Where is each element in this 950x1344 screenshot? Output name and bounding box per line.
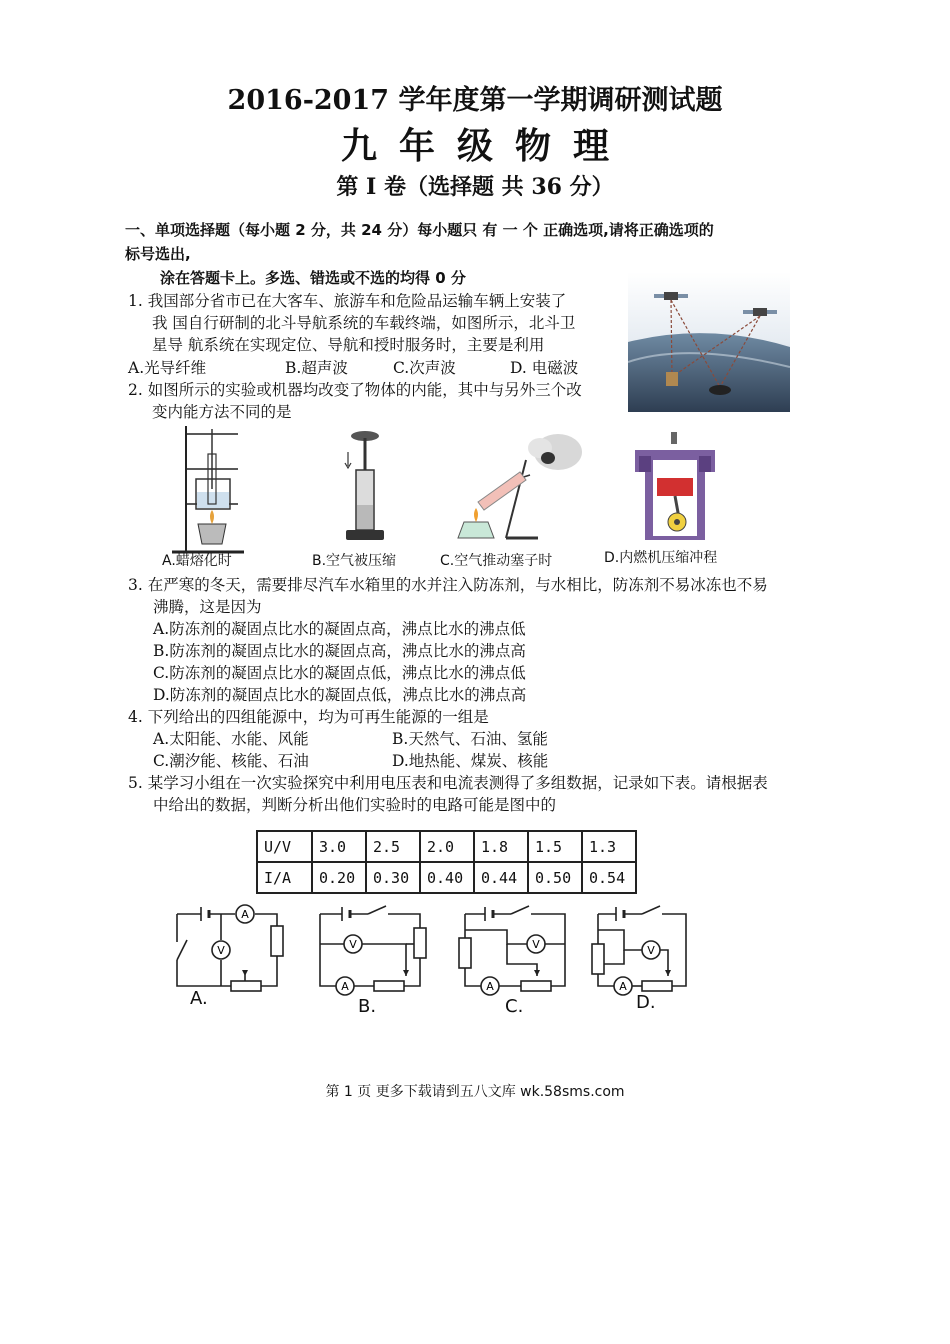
q3-line1: 3. 在严寒的冬天，需要排尽汽车水箱里的水并注入防冻剂，与水相比，防冻剂不易冰冻也不易	[128, 576, 768, 594]
volume-title: 第 I 卷（选择题 共 36 分）	[336, 174, 614, 200]
q1-option-c: C.次声波	[393, 359, 456, 377]
circuit-b	[312, 904, 442, 1014]
q1-line1: 1. 我国部分省市已在大客车、旅游车和危险品运输车辆上安装了	[128, 292, 567, 310]
measurement-table	[256, 830, 637, 894]
car-icon	[709, 385, 731, 395]
table-cell: 1.3	[582, 831, 636, 862]
q4-option-a: A.太阳能、水能、风能	[153, 730, 309, 748]
q1-line2: 我 国自行研制的北斗导航系统的车载终端，如图所示，北斗卫	[152, 314, 576, 332]
circuit-a	[165, 904, 295, 1014]
circuit-label-c: C.	[505, 996, 524, 1017]
q4-line1: 4. 下列给出的四组能源中，均为可再生能源的一组是	[128, 708, 489, 726]
table-cell: 0.40	[420, 862, 474, 893]
table-cell: 2.0	[420, 831, 474, 862]
table-cell: 0.30	[366, 862, 420, 893]
steam-pushing-cork-apparatus	[448, 430, 583, 545]
q4-option-b: B.天然气、石油、氢能	[392, 730, 548, 748]
table-cell: 2.5	[366, 831, 420, 862]
ammeter-symbol: A	[341, 980, 349, 993]
section-instruction-line1: 一、单项选择题（每小题 2 分，共 24 分）每小题只 有 一 个 正确选项,请将正确选项的	[125, 221, 714, 239]
q2-line2: 变内能方法不同的是	[152, 403, 292, 421]
subject-title: 九年级物理	[340, 125, 631, 167]
q3-option-b: B.防冻剂的凝固点比水的凝固点高，沸点比水的沸点高	[153, 642, 526, 660]
q2-line1: 2. 如图所示的实验或机器均改变了物体的内能，其中与另外三个改	[128, 381, 582, 399]
wax-melting-apparatus	[168, 424, 248, 554]
table-header-voltage: U/V	[257, 831, 312, 862]
q5-line1: 5. 某学习小组在一次实验探究中利用电压表和电流表测得了多组数据，记录如下表。请根据表	[128, 774, 768, 792]
q1-option-a: A.光导纤维	[128, 359, 207, 377]
table-cell: 0.20	[312, 862, 366, 893]
ammeter-symbol: A	[619, 980, 627, 993]
engine-compression-stroke	[625, 432, 725, 544]
q1-option-b: B.超声波	[285, 359, 348, 377]
voltmeter-symbol: V	[349, 938, 357, 951]
table-cell: 1.5	[528, 831, 582, 862]
circuit-label-d: D.	[636, 992, 656, 1013]
page-footer: 第 1 页 更多下载请到五八文库 wk.58sms.com	[325, 1084, 625, 1100]
q3-option-d: D.防冻剂的凝固点比水的凝固点低，沸点比水的沸点高	[153, 686, 527, 704]
table-header-current: I/A	[257, 862, 312, 893]
q2-caption-d: D.内燃机压缩冲程	[604, 550, 718, 566]
q3-option-c: C.防冻剂的凝固点比水的凝固点低，沸点比水的沸点低	[153, 664, 526, 682]
circuit-label-a: A.	[190, 988, 208, 1009]
table-cell: 0.50	[528, 862, 582, 893]
section-instruction-line2: 标号选出,	[125, 245, 191, 263]
q2-caption-a: A.蜡熔化时	[162, 553, 232, 569]
q4-option-d: D.地热能、煤炭、核能	[392, 752, 549, 770]
table-cell: 0.44	[474, 862, 528, 893]
satellite-navigation-image	[628, 272, 790, 412]
ammeter-symbol: A	[241, 908, 249, 921]
table-row	[257, 862, 636, 893]
voltmeter-symbol: V	[647, 944, 655, 957]
table-cell: 1.8	[474, 831, 528, 862]
voltmeter-symbol: V	[532, 938, 540, 951]
exam-title: 2016-2017 学年度第一学期调研测试题	[227, 85, 723, 116]
q1-line3: 星导 航系统在实现定位、导航和授时服务时，主要是利用	[152, 336, 545, 354]
q4-option-c: C.潮汐能、核能、石油	[153, 752, 309, 770]
q3-line2: 沸腾，这是因为	[153, 598, 262, 616]
voltmeter-symbol: V	[217, 944, 225, 957]
ground-station-icon	[666, 372, 678, 386]
air-compression-apparatus	[330, 430, 400, 545]
ammeter-symbol: A	[486, 980, 494, 993]
q1-option-d: D. 电磁波	[510, 359, 579, 377]
table-row	[257, 831, 636, 862]
q5-line2: 中给出的数据，判断分析出他们实验时的电路可能是图中的	[153, 796, 557, 814]
circuit-label-b: B.	[358, 996, 377, 1017]
q2-caption-b: B.空气被压缩	[312, 553, 397, 569]
section-instruction-line3: 涂在答题卡上。多选、错选或不选的均得 0 分	[160, 269, 466, 287]
table-cell: 0.54	[582, 862, 636, 893]
q3-option-a: A.防冻剂的凝固点比水的凝固点高，沸点比水的沸点低	[153, 620, 526, 638]
table-cell: 3.0	[312, 831, 366, 862]
q2-caption-c: C.空气推动塞子时	[440, 553, 553, 569]
